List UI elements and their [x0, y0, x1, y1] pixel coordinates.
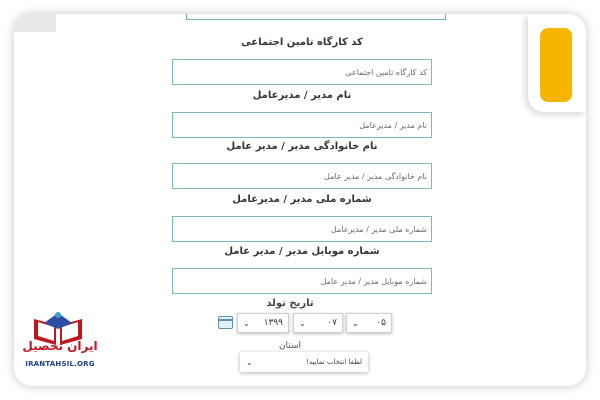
province-select[interactable]: [240, 352, 368, 372]
header-strip: [14, 14, 56, 32]
month-value: ۰۷: [327, 318, 337, 328]
year-select[interactable]: [237, 313, 289, 333]
chevron-down-icon: ⌄: [246, 357, 253, 367]
logo-title: ایران تحصیل: [22, 339, 98, 353]
chevron-down-icon: ⌄: [243, 318, 250, 328]
birth-date-label: تاریخ تولد: [266, 298, 314, 309]
workshop-code-input[interactable]: [172, 59, 432, 85]
day-value: ۰۵: [376, 318, 386, 328]
field-label: شماره ملی مدیر / مدیرعامل: [232, 194, 372, 205]
logo-url: IRANTAHSIL.ORG: [25, 360, 95, 368]
field-national-id: [172, 193, 432, 242]
field-label: نام خانوادگی مدیر / مدیر عامل: [226, 141, 378, 152]
chevron-down-icon: ⌄: [352, 318, 359, 328]
field-manager-lastname: [172, 140, 432, 189]
field-workshop-code: [172, 36, 432, 85]
month-select[interactable]: [293, 313, 343, 333]
badge-tab: [528, 14, 586, 112]
field-mobile: [172, 245, 432, 294]
year-value: ۱۳۹۹: [263, 318, 283, 328]
field-label: شماره موبایل مدیر / مدیر عامل: [224, 246, 380, 257]
manager-name-input[interactable]: [172, 112, 432, 138]
chevron-down-icon: ⌄: [299, 318, 306, 328]
calendar-icon[interactable]: [218, 316, 233, 329]
irantahsil-logo[interactable]: [22, 305, 98, 377]
manager-lastname-input[interactable]: [172, 163, 432, 189]
field-label: نام مدیر / مدیرعامل: [252, 90, 352, 101]
province-label: استان: [278, 341, 302, 351]
field-manager-name: [172, 89, 432, 138]
province-value: لطفا انتخاب نمایید!: [306, 358, 362, 366]
day-select[interactable]: [346, 313, 392, 333]
orange-badge: [540, 28, 572, 102]
national-id-input[interactable]: [172, 216, 432, 242]
field-label: کد کارگاه تامین اجتماعی: [241, 37, 363, 48]
previous-input-field[interactable]: [186, 14, 446, 20]
mobile-input[interactable]: [172, 268, 432, 294]
